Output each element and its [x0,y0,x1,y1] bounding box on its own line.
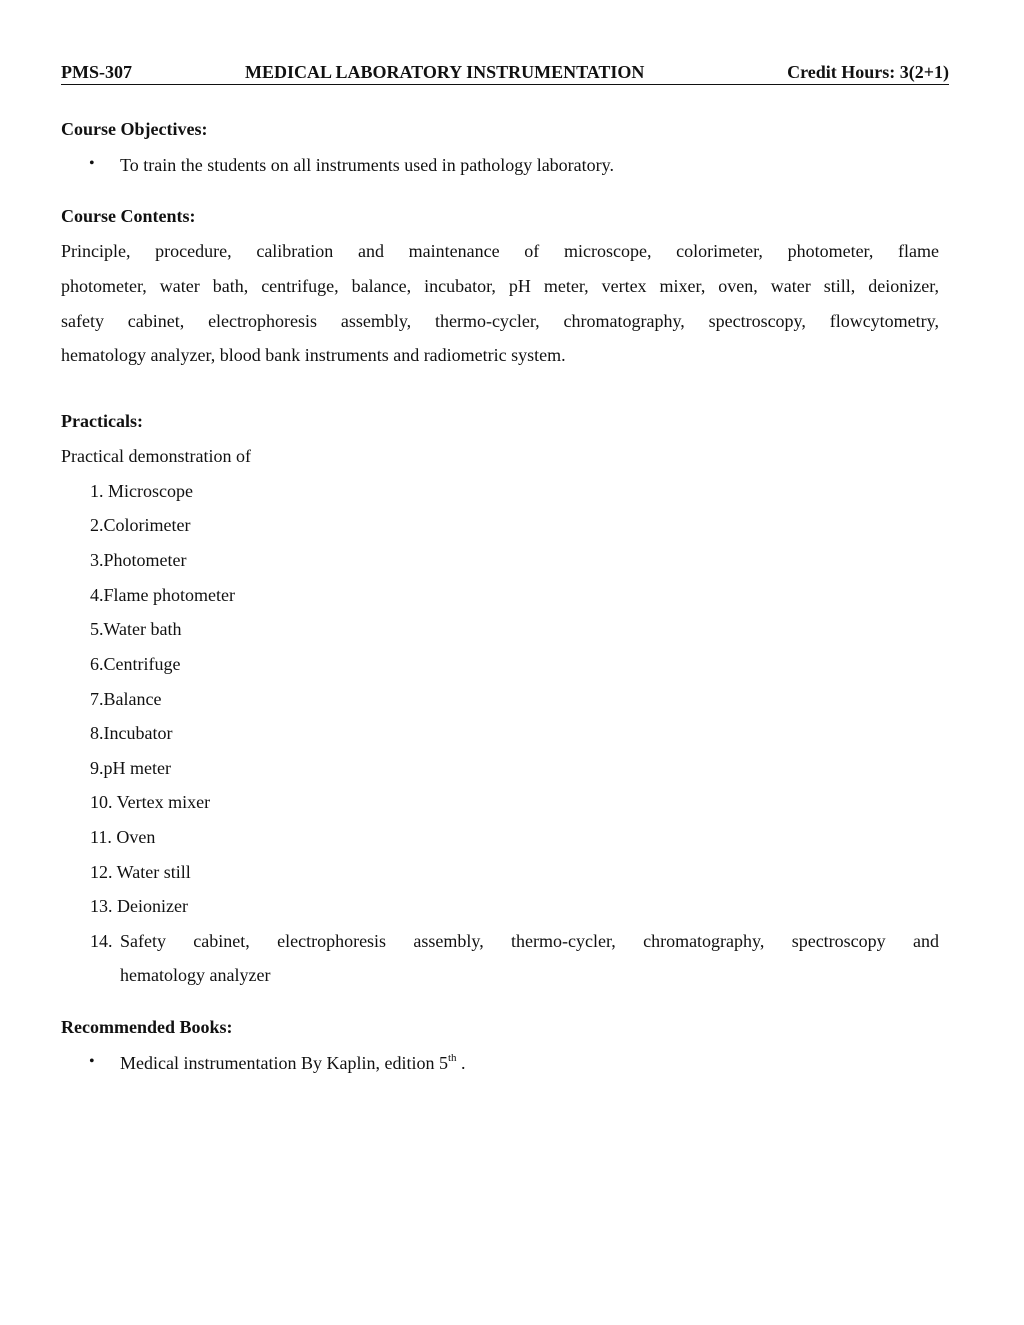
practical-item: 1. Microscope [90,481,193,501]
practical-item: 10. Vertex mixer [90,792,211,812]
practical-item: 2.Colorimeter [90,515,191,535]
book-title: Medical instrumentation By Kaplin, edition 5 [120,1053,448,1073]
books-heading: Recommended Books: [61,1017,233,1037]
objectives-heading: Course Objectives: [61,119,208,139]
practical-item: 12. Water still [90,862,191,882]
contents-line: hematology analyzer, blood bank instruments and radiometric system. [61,345,566,365]
practical-item: 4.Flame photometer [90,585,235,605]
practical-item: 13. Deionizer [90,896,188,916]
book-text [120,1053,466,1074]
item-number: 14. [90,931,113,951]
bullet-icon: • [89,1053,95,1070]
practical-item: 5.Water bath [90,619,182,639]
course-header [61,60,949,85]
contents-line: photometer, water bath, centrifuge, balance, incubator, pH meter, vertex mixer, oven, water still, deionizer, [61,276,939,296]
practical-item: 3.Photometer [90,550,187,570]
item-14-line-2: hematology analyzer [120,965,271,985]
course-code: PMS-307 [61,62,132,82]
practicals-heading: Practicals: [61,411,143,431]
contents-heading: Course Contents: [61,206,196,226]
credit-hours: Credit Hours: 3(2+1) [787,62,949,82]
contents-line: Principle, procedure, calibration and maintenance of microscope, colorimeter, photometer, flame [61,241,939,261]
course-title: MEDICAL LABORATORY INSTRUMENTATION [245,62,645,82]
item-14-line-1: Safety cabinet, electrophoresis assembly, thermo-cycler, chromatography, spectroscopy and [120,931,939,951]
practical-item: 9.pH meter [90,758,171,778]
practical-item: 11. Oven [90,827,156,847]
book-end: . [456,1053,466,1073]
objective-text: To train the students on all instruments used in pathology laboratory. [120,155,614,175]
practicals-intro: Practical demonstration of [61,446,251,466]
practical-item: 8.Incubator [90,723,173,743]
practical-item: 6.Centrifuge [90,654,181,674]
practical-item: 7.Balance [90,689,162,709]
bullet-icon: • [89,155,95,172]
edition-superscript: th [447,1052,457,1064]
contents-line: safety cabinet, electrophoresis assembly, thermo-cycler, chromatography, spectroscopy, flowcytometry, [61,311,939,331]
